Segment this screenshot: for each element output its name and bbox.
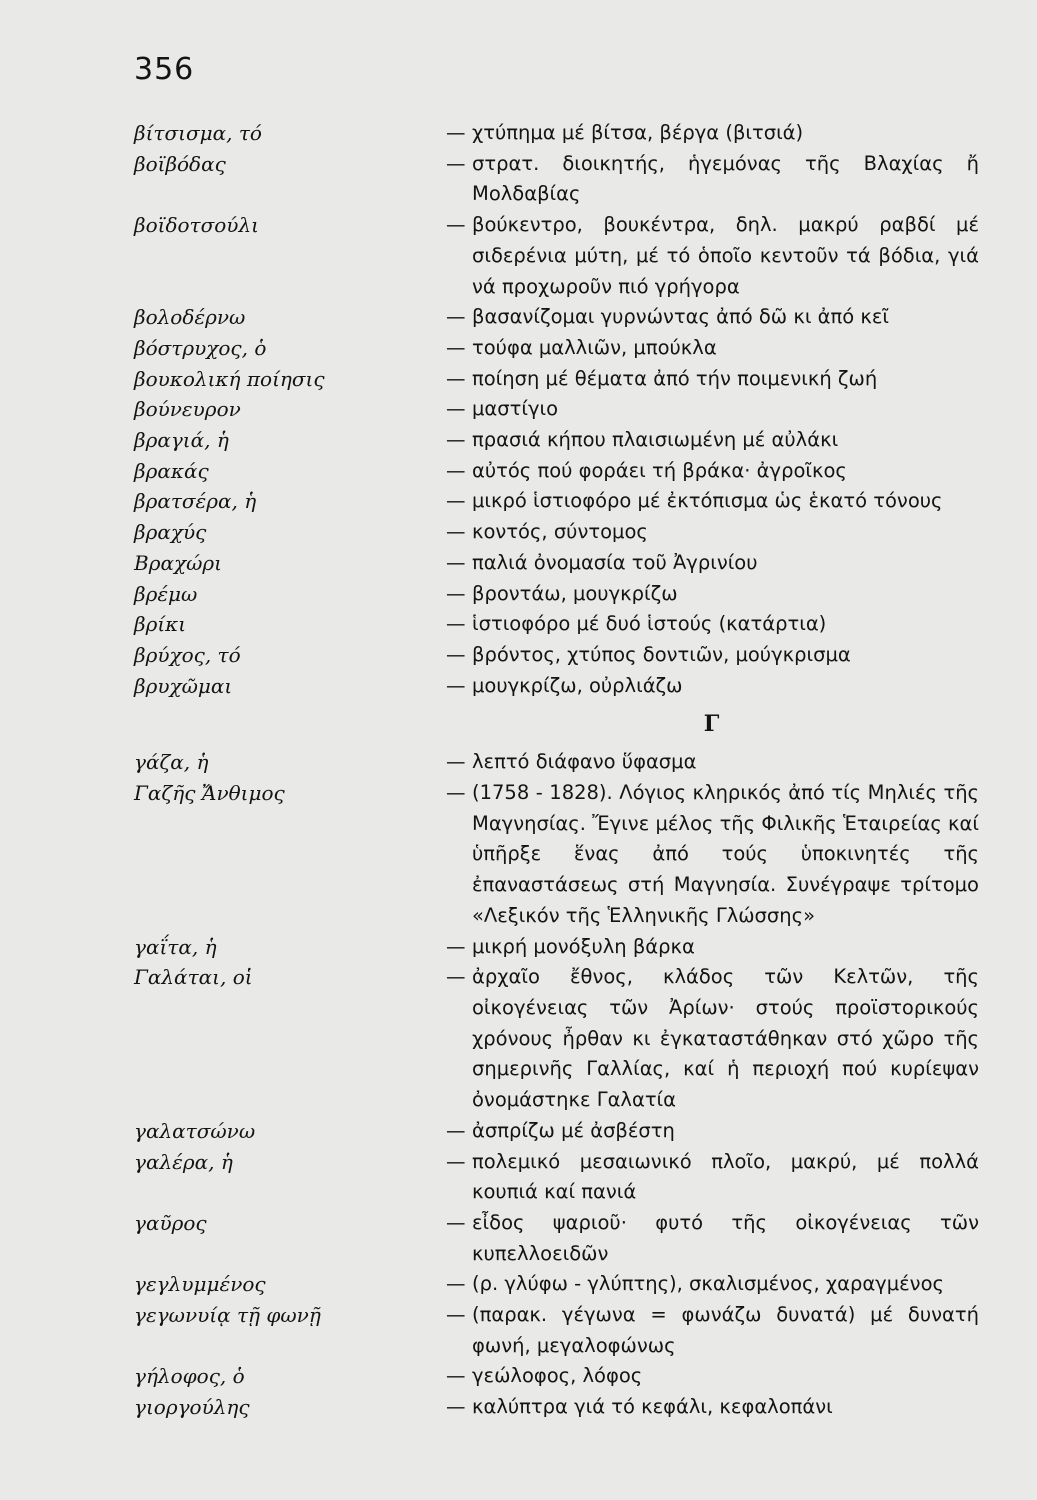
- dictionary-entry: [134, 149, 979, 210]
- entry-definition: [446, 640, 979, 671]
- entry-definition: [446, 486, 979, 517]
- dictionary-entry: [134, 778, 979, 932]
- section-letter: Γ: [703, 711, 720, 738]
- entry-definition: [446, 118, 979, 149]
- entry-definition: [446, 1269, 979, 1300]
- entry-headword: γεγλυμμένος: [134, 1272, 266, 1297]
- entry-definition: [446, 579, 979, 610]
- entry-definition: [446, 1361, 979, 1392]
- dash-separator: —: [446, 1149, 466, 1173]
- entry-headword: γαῦρος: [134, 1210, 207, 1235]
- entry-headword: γαΐτα, ἡ: [134, 934, 217, 959]
- dash-separator: —: [446, 489, 466, 513]
- entry-headword: βίτσισμα, τό: [134, 121, 262, 145]
- entry-definition: [446, 302, 979, 333]
- entry-headword: Βραχώρι: [134, 550, 222, 575]
- definition-text: παλιά ὀνομασία τοῦ Ἀγρινίου: [472, 550, 758, 574]
- definition-text: χτύπημα μέ βίτσα, βέργα (βιτσιά): [472, 121, 804, 144]
- dash-separator: —: [446, 121, 466, 144]
- definition-text: (1758 - 1828). Λόγιος κληρικός ἀπό τίς Μηλιές τῆς Μαγνησίας. Ἔγινε μέλος τῆς Φιλικῆς Ἑταιρείας καί ὑπῆρξε ἕνας ἀπό τούς ὑποκινητές τῆς ἐπαναστάσεως στή Μαγνησία. Συνέγραψε τρίτομο «Λεξικόν τῆς Ἑλληνικῆς Γλώσσης»: [472, 781, 979, 927]
- page-number: 356: [134, 52, 195, 87]
- dictionary-entry: [134, 932, 979, 963]
- entry-headword: γάζα, ἡ: [134, 750, 209, 775]
- definition-text: μουγκρίζω, οὐρλιάζω: [472, 673, 683, 697]
- entry-definition: [446, 962, 979, 1116]
- dash-separator: —: [446, 612, 466, 636]
- dictionary-entry: [134, 1392, 979, 1423]
- dictionary-entry: [134, 486, 979, 517]
- dictionary-entry: [134, 394, 979, 425]
- entry-definition: [446, 932, 979, 963]
- dash-separator: —: [446, 781, 466, 805]
- definition-text: ἱστιοφόρο μέ δυό ἱστούς (κατάρτια): [472, 612, 827, 636]
- entry-definition: [446, 394, 979, 425]
- entry-definition: [446, 333, 979, 364]
- entry-definition: [446, 210, 979, 302]
- definition-text: πρασιά κήπου πλαισιωμένη μέ αὐλάκι: [472, 428, 839, 452]
- dictionary-entry: [134, 210, 979, 302]
- dictionary-entry: [134, 671, 979, 702]
- definition-text: βρόντος, χτύπος δοντιῶν, μούγκρισμα: [472, 642, 851, 666]
- entry-headword: γιοργούλης: [134, 1395, 250, 1420]
- entry-definition: [446, 747, 979, 778]
- dash-separator: —: [446, 458, 466, 482]
- dictionary-entry: [134, 1208, 979, 1269]
- definition-text: ποίηση μέ θέματα ἀπό τήν ποιμενική ζωή: [472, 366, 878, 390]
- entry-headword: γήλοφος, ὁ: [134, 1364, 245, 1389]
- entry-definition: [446, 609, 979, 640]
- definition-text: γεώλοφος, λόφος: [472, 1364, 643, 1388]
- dash-separator: —: [446, 366, 466, 390]
- dictionary-entries: [134, 118, 979, 1423]
- definition-text: καλύπτρα γιά τό κεφάλι, κεφαλοπάνι: [472, 1395, 833, 1419]
- entry-headword: βρυχῶμαι: [134, 673, 233, 698]
- entry-headword: γαλέρα, ἡ: [134, 1149, 233, 1174]
- dash-separator: —: [446, 213, 466, 237]
- entry-definition: [446, 1116, 979, 1147]
- dash-separator: —: [446, 520, 466, 544]
- dash-separator: —: [446, 1395, 466, 1419]
- dash-separator: —: [446, 673, 466, 697]
- entry-definition: [446, 1147, 979, 1208]
- entry-definition: [446, 1208, 979, 1269]
- entry-headword: βρατσέρα, ἡ: [134, 489, 257, 514]
- dash-separator: —: [446, 397, 466, 421]
- dictionary-entry: [134, 456, 979, 487]
- dictionary-entry: [134, 609, 979, 640]
- dash-separator: —: [446, 750, 466, 774]
- entry-definition: [446, 364, 979, 395]
- dictionary-entry: [134, 1116, 979, 1147]
- definition-text: εἶδος ψαριοῦ· φυτό τῆς οἰκογένειας τῶν κυπελλοειδῶν: [472, 1210, 979, 1265]
- entry-headword: βουκολική ποίησις: [134, 366, 325, 391]
- entry-headword: βραχύς: [134, 520, 207, 545]
- entry-definition: [446, 671, 979, 702]
- definition-text: αὐτός πού φοράει τή βράκα· ἀγροῖκος: [472, 458, 847, 482]
- entry-headword: βοϊβόδας: [134, 151, 226, 176]
- dash-separator: —: [446, 934, 466, 958]
- dash-separator: —: [446, 428, 466, 452]
- entry-headword: βρύχος, τό: [134, 642, 241, 667]
- entry-headword: Γαλάται, οἱ: [134, 965, 253, 990]
- dictionary-entry: [134, 962, 979, 1116]
- entry-headword: βοϊδοτσούλι: [134, 213, 259, 238]
- dictionary-entry: [134, 1361, 979, 1392]
- dash-separator: —: [446, 550, 466, 574]
- entry-headword: βούνευρον: [134, 397, 241, 422]
- dictionary-entry: [134, 1269, 979, 1300]
- definition-text: λεπτό διάφανο ὕφασμα: [472, 750, 697, 774]
- definition-text: πολεμικό μεσαιωνικό πλοῖο, μακρύ, μέ πολλά κουπιά καί πανιά: [472, 1149, 979, 1204]
- dictionary-entry: [134, 579, 979, 610]
- definition-text: βούκεντρο, βουκέντρα, δηλ. μακρύ ραβδί μέ σιδερένια μύτη, μέ τό ὁποῖο κεντοῦν τά βόδια, γιά νά προχωροῦν πιό γρήγορα: [472, 213, 979, 298]
- dash-separator: —: [446, 965, 466, 989]
- dash-separator: —: [446, 1272, 466, 1296]
- dictionary-entry: [134, 302, 979, 333]
- entry-headword: Γαζῆς Ἄνθιμος: [134, 781, 285, 806]
- entry-definition: [446, 1300, 979, 1361]
- entry-definition: [446, 456, 979, 487]
- dictionary-entry: [134, 1300, 979, 1361]
- dash-separator: —: [446, 1364, 466, 1388]
- definition-text: ἀρχαῖο ἔθνος, κλάδος τῶν Κελτῶν, τῆς οἰκογένειας τῶν Ἀρίων· στούς προϊστορικούς χρόνους ἦρθαν κι ἐγκαταστάθηκαν στό χῶρο τῆς σημερινῆς Γαλλίας, καί ἡ περιοχή πού κυρίεψαν ὀνομάστηκε Γαλατία: [472, 965, 979, 1112]
- entry-headword: βολοδέρνω: [134, 305, 246, 330]
- entry-definition: [446, 548, 979, 579]
- dash-separator: —: [446, 642, 466, 666]
- definition-text: μικρό ἱστιοφόρο μέ ἐκτόπισμα ὡς ἑκατό τόνους: [472, 489, 943, 513]
- entry-definition: [446, 517, 979, 548]
- definition-text: μαστίγιο: [472, 397, 559, 421]
- definition-text: μικρή μονόξυλη βάρκα: [472, 934, 695, 958]
- entry-definition: [446, 425, 979, 456]
- dictionary-entry: [134, 333, 979, 364]
- definition-text: στρατ. διοικητής, ἡγεμόνας τῆς Βλαχίας ἤ Μολδαβίας: [472, 151, 979, 206]
- dash-separator: —: [446, 151, 466, 175]
- entry-definition: [446, 1392, 979, 1423]
- entry-headword: βρακάς: [134, 458, 209, 483]
- dictionary-entry: [134, 1147, 979, 1208]
- dictionary-entry: [134, 548, 979, 579]
- entry-headword: γεγωνυίᾳ τῇ φωνῇ: [134, 1303, 321, 1328]
- dash-separator: —: [446, 335, 466, 359]
- dash-separator: —: [446, 1303, 466, 1327]
- dictionary-entry: [134, 118, 979, 149]
- entry-headword: βραγιά, ἡ: [134, 428, 229, 453]
- dictionary-entry: [134, 425, 979, 456]
- dash-separator: —: [446, 305, 466, 329]
- entries-list-before: [134, 118, 979, 701]
- definition-text: κοντός, σύντομος: [472, 520, 648, 544]
- entry-definition: [446, 778, 979, 932]
- definition-text: βροντάω, μουγκρίζω: [472, 581, 678, 605]
- definition-text: βασανίζομαι γυρνώντας ἀπό δῶ κι ἀπό κεῖ: [472, 305, 889, 329]
- definition-text: (παρακ. γέγωνα = φωνάζω δυνατά) μέ δυνατή φωνή, μεγαλοφώνως: [472, 1303, 979, 1357]
- entry-headword: βρέμω: [134, 581, 198, 606]
- definition-text: τούφα μαλλιῶν, μπούκλα: [472, 335, 717, 359]
- entry-definition: [446, 149, 979, 210]
- dash-separator: —: [446, 581, 466, 605]
- definition-text: ἀσπρίζω μέ ἀσβέστη: [472, 1118, 675, 1142]
- dictionary-entry: [134, 640, 979, 671]
- entry-headword: βρίκι: [134, 612, 187, 637]
- entry-headword: γαλατσώνω: [134, 1118, 256, 1143]
- definition-text: (ρ. γλύφω - γλύπτης), σκαλισμένος, χαραγμένος: [472, 1272, 944, 1296]
- dictionary-entry: [134, 364, 979, 395]
- dash-separator: —: [446, 1118, 466, 1142]
- dash-separator: —: [446, 1210, 466, 1234]
- dictionary-entry: [134, 747, 979, 778]
- entries-list-after: [134, 747, 979, 1422]
- entry-headword: βόστρυχος, ὁ: [134, 335, 267, 360]
- dictionary-entry: [134, 517, 979, 548]
